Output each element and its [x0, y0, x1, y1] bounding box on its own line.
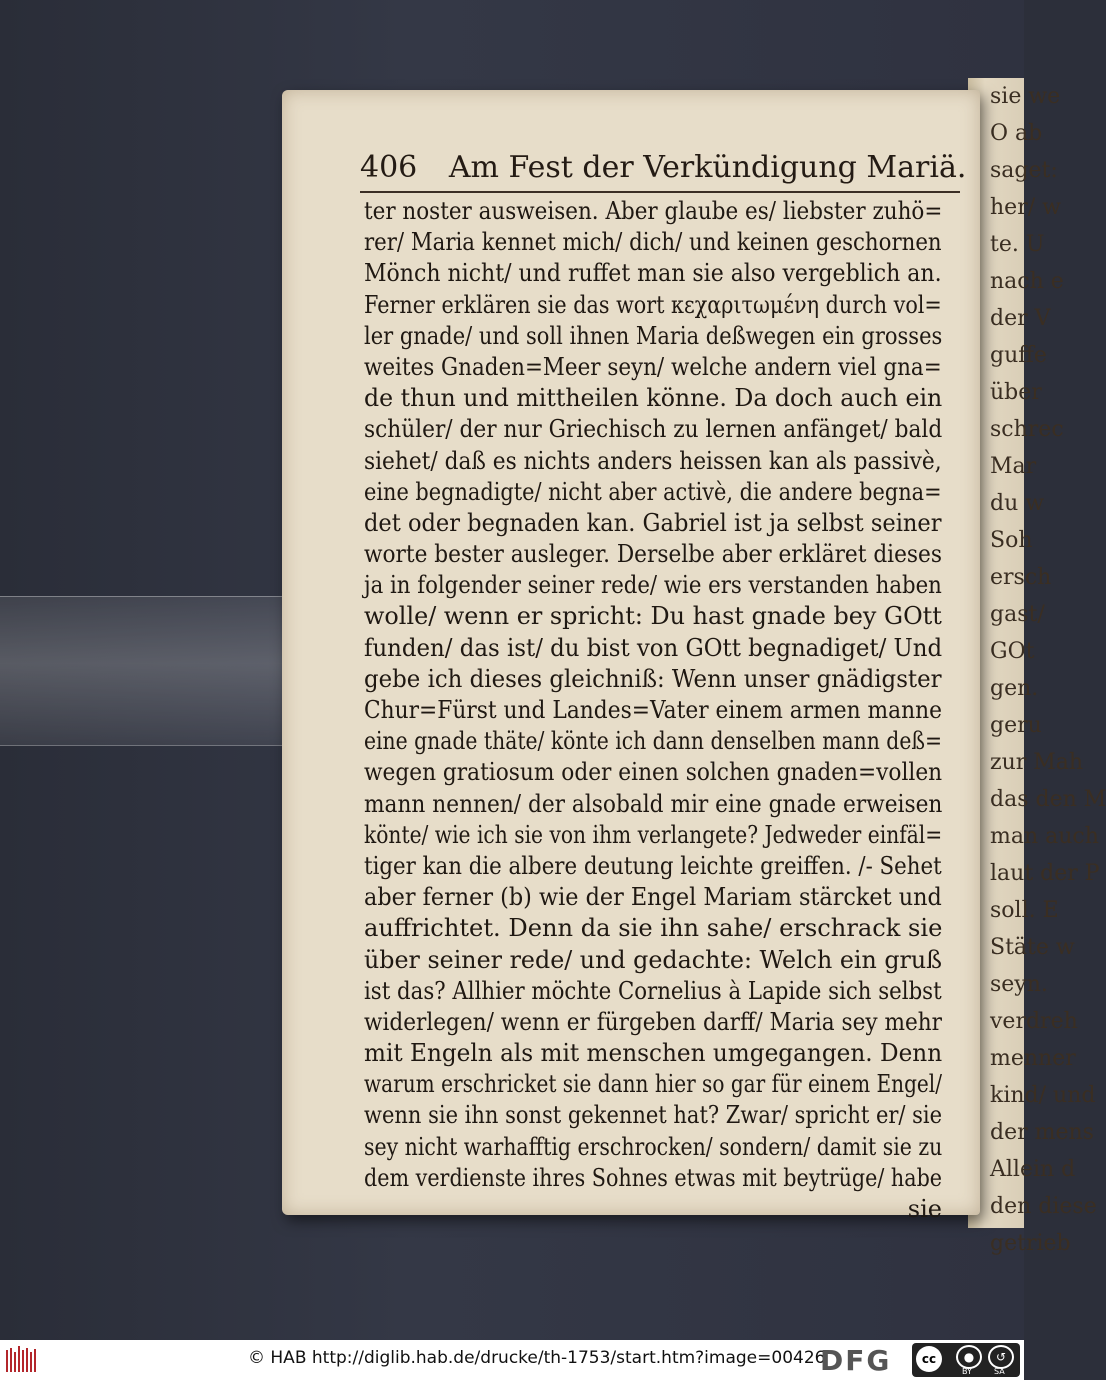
- text-line: ja in folgender seiner rede/ wie ers verstanden haben: [364, 571, 942, 600]
- adjacent-text-line: geru: [990, 713, 1042, 738]
- text-line: dem verdienste ihres Sohnes etwas mit beytrüge/ habe: [364, 1163, 943, 1192]
- adjacent-text-line: das den M: [990, 787, 1106, 812]
- text-line: auffrichtet. Denn da sie ihn sahe/ erschrack sie: [364, 914, 943, 943]
- adjacent-text-line: getrieb: [990, 1231, 1071, 1256]
- text-line: ist das? Allhier möchte Cornelius à Lapide sich selbst: [364, 976, 942, 1005]
- adjacent-text-line: zur Mah: [990, 750, 1084, 775]
- text-line: wolle/ wenn er spricht: Du hast gnade bey GOtt: [364, 602, 942, 631]
- text-line: gebe ich dieses gleichniß: Wenn unser gnädigster: [364, 664, 942, 693]
- dfg-logo: DFG: [820, 1344, 892, 1377]
- running-title: Am Fest der Verkündigung Mariä.: [448, 150, 967, 185]
- text-line: über seiner rede/ und gedachte: Welch ein gruß: [364, 945, 943, 974]
- text-line: det oder begnaden kan. Gabriel ist ja selbst seiner: [364, 508, 942, 537]
- adjacent-text-line: Stäte w: [990, 935, 1075, 960]
- adjacent-text-line: Soh: [990, 528, 1033, 553]
- adjacent-text-line: der V: [990, 306, 1051, 331]
- text-line: wegen gratiosum oder einen solchen gnaden=vollen: [364, 758, 943, 787]
- adjacent-text-line: du w: [990, 491, 1045, 516]
- adjacent-text-line: gast/: [990, 602, 1045, 627]
- adjacent-text-line: seyn.: [990, 972, 1048, 997]
- text-line: ter noster ausweisen. Aber glaube es/ liebster zuhö=: [364, 197, 943, 225]
- adjacent-text-line: schrec: [990, 417, 1064, 442]
- text-line: warum erschricket sie dann hier so gar für einem Engel/: [364, 1070, 942, 1099]
- text-line: tiger kan die albere deutung leichte greiffen. /- Sehet: [364, 851, 942, 880]
- adjacent-text-line: soll. E: [990, 898, 1059, 923]
- by-label: BY: [962, 1367, 972, 1376]
- adjacent-text-line: GOt: [990, 639, 1035, 664]
- text-line: ler gnade/ und soll ihnen Maria deßwegen ein grosses: [364, 321, 943, 350]
- page-number: 406: [360, 150, 418, 185]
- footer-bar: [0, 1340, 1024, 1380]
- text-line: weites Gnaden=Meer seyn/ welche andern viel gna=: [364, 352, 942, 381]
- page-header: [360, 150, 967, 193]
- text-line: funden/ das ist/ du bist von GOtt begnadiget/ Und: [364, 633, 943, 662]
- text-line: könte/ wie ich sie von ihm verlangete? Jedweder einfäl=: [364, 820, 943, 849]
- text-line: Chur=Fürst und Landes=Vater einem armen manne: [364, 696, 942, 724]
- text-line: mit Engeln als mit menschen umgegangen. Denn: [364, 1039, 943, 1068]
- adjacent-text-line: sie we: [990, 84, 1061, 109]
- adjacent-text-line: saget:: [990, 158, 1058, 183]
- text-line: Mönch nicht/ und ruffet man sie also vergeblich an.: [364, 259, 942, 288]
- adjacent-text-line: her/ w: [990, 195, 1061, 220]
- text-line: Ferner erklären sie das wort κεχαριτωμένη durch vol=: [364, 290, 942, 319]
- text-line: aber ferner (b) wie der Engel Mariam stärcket und: [364, 883, 942, 912]
- text-line: wenn sie ihn sonst gekennet hat? Zwar/ spricht er/ sie: [364, 1101, 943, 1130]
- adjacent-text-line: ersch: [990, 565, 1052, 590]
- adjacent-text-line: kind/ und: [990, 1083, 1096, 1108]
- text-line: worte bester ausleger. Derselbe aber erkläret dieses: [364, 540, 942, 569]
- adjacent-text-line: O ab: [990, 121, 1043, 146]
- adjacent-text-line: man auch: [990, 824, 1099, 849]
- text-line: sey nicht warhafftig erschrocken/ sondern/ damit sie zu: [364, 1132, 943, 1161]
- text-line: rer/ Maria kennet mich/ dich/ und keinen geschornen: [364, 228, 942, 257]
- adjacent-text-line: gen.: [990, 676, 1039, 701]
- license-badge[interactable]: [912, 1343, 1020, 1377]
- text-line: schüler/ der nur Griechisch zu lernen anfänget/ bald: [364, 415, 943, 444]
- text-line: widerlegen/ wenn er fürgeben darff/ Maria sey mehr: [364, 1007, 942, 1036]
- adjacent-text-line: verdreh: [990, 1009, 1078, 1034]
- text-line: siehet/ daß es nichts anders heissen kan als passivè,: [364, 446, 942, 475]
- cc-icon: cc: [916, 1346, 942, 1372]
- hab-logo-icon: [6, 1346, 38, 1374]
- adjacent-text-line: über: [990, 380, 1042, 405]
- catchword: sie: [907, 1195, 942, 1223]
- text-line: mann nennen/ der alsobald mir eine gnade erweisen: [364, 789, 943, 818]
- text-line: eine gnade thäte/ könte ich dann denselben mann deß=: [364, 727, 942, 756]
- adjacent-text-line: der mens: [990, 1120, 1094, 1145]
- body-text: [364, 196, 942, 1225]
- text-line: de thun und mittheilen könne. Da doch auch ein: [364, 384, 943, 413]
- adjacent-text-line: den diese: [990, 1194, 1097, 1219]
- adjacent-text-line: te. U: [990, 232, 1045, 257]
- adjacent-text-line: guffe: [990, 343, 1047, 368]
- source-link[interactable]: © HAB http://diglib.hab.de/drucke/th-1753/start.htm?image=00426: [248, 1348, 826, 1368]
- adjacent-text-line: Allein d: [990, 1157, 1076, 1182]
- adjacent-text-line: menner: [990, 1046, 1076, 1071]
- adjacent-text-line: nach e: [990, 269, 1064, 294]
- by-attribution-icon: ●: [956, 1345, 982, 1369]
- adjacent-text-line: laut der P: [990, 861, 1100, 886]
- share-alike-icon: ↺: [988, 1345, 1014, 1369]
- text-line: eine begnadigte/ nicht aber activè, die andere begna=: [364, 477, 942, 506]
- sa-label: SA: [994, 1367, 1005, 1376]
- adjacent-text-line: Mar: [990, 454, 1037, 479]
